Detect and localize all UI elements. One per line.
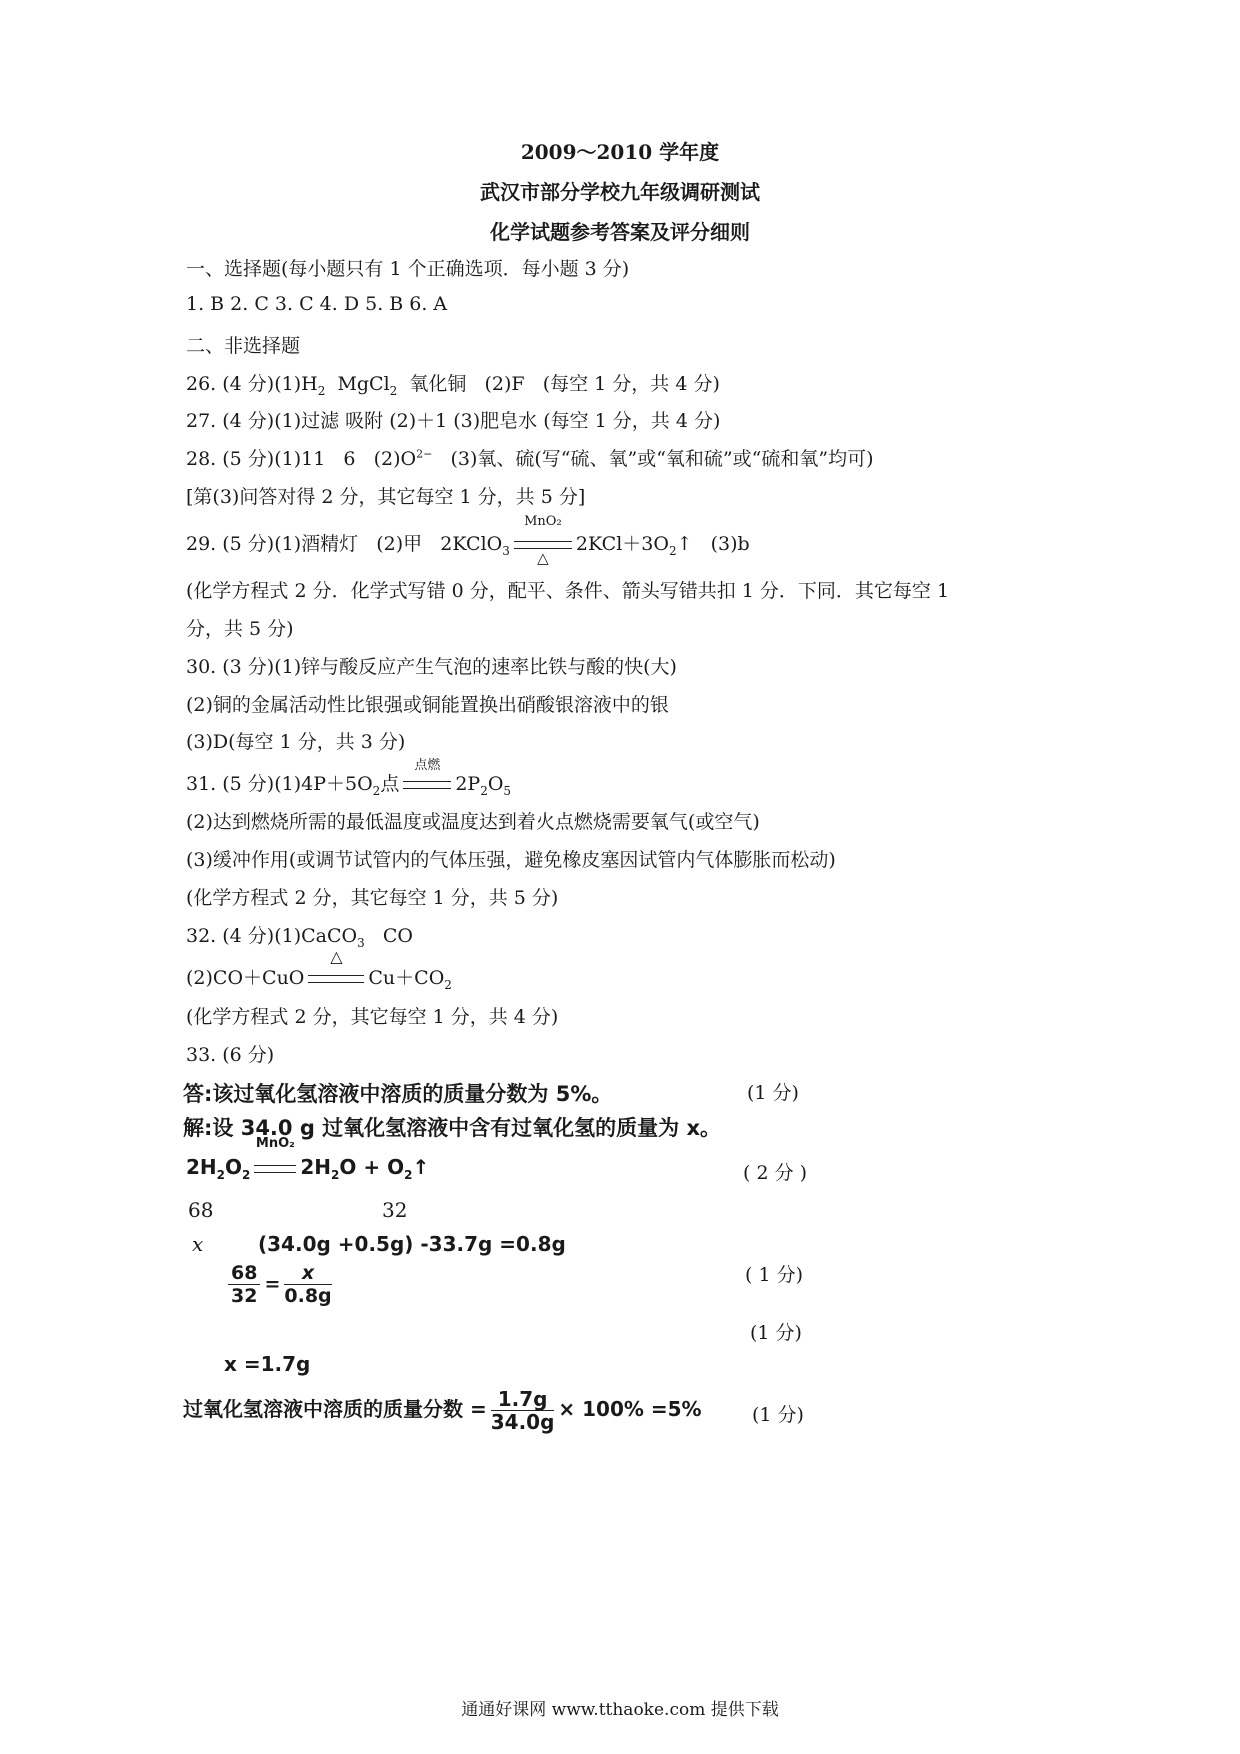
doc-title-subject: 化学试题参考答案及评分细则	[490, 220, 750, 244]
q29-note-line2: 分，共 5 分)	[186, 618, 294, 640]
reaction-arrow: △	[308, 967, 364, 989]
section1-answers: 1. B 2. C 3. C 4. D 5. B 6. A	[186, 293, 448, 315]
ratio-score: ( 1 分)	[745, 1264, 803, 1286]
q31-answer: 31. (5 分)$(1)4P+5O_2$点 点燃 $2P_2O_5$	[186, 758, 512, 798]
section2-heading: 二、非选择题	[186, 335, 301, 357]
q32-note: (化学方程式 2 分，其它每空 1 分，共 4 分)	[186, 1006, 559, 1028]
q28-note: [第(3)问答对得 2 分，其它每空 1 分，共 5 分]	[186, 486, 586, 508]
q26-answer: 26. (4 分)$(1)H_2$ MgCl$_2$ 氧化铜 (2)F (每空 1 分，共 4 分)	[186, 373, 720, 398]
q28-answer: 28. (5 分)(1)11 6 $(2)O^{2-}$ (3)氧、硫(写“硫、氧”或“氧和硫”或“硫和氧”均可)	[186, 447, 874, 470]
x-value: x =1.7g	[224, 1352, 311, 1376]
final-score: (1 分)	[752, 1404, 804, 1426]
reaction-arrow: MnO₂ △	[514, 533, 572, 555]
doc-title-test: 武汉市部分学校九年级调研测试	[480, 180, 760, 204]
footer-source: 通通好课网 www.tthaoke.com 提供下载	[461, 1700, 779, 1720]
q33-heading: 33. (6 分)	[186, 1044, 275, 1066]
q33-equation-score: ( 2 分 )	[743, 1162, 808, 1184]
q31-answer-3: (3)缓冲作用(或调节试管内的气体压强，避免橡皮塞因试管内气体膨胀而松动)	[186, 849, 836, 871]
oxygen-mass-calc: (34.0g +0.5g) -33.7g =0.8g	[258, 1232, 566, 1256]
q33-setup: 解:设 34.0 g 过氧化氢溶液中含有过氧化氢的质量为 x。	[183, 1116, 722, 1140]
q30-answer-1: 30. (3 分)(1)锌与酸反应产生气泡的速率比铁与酸的快(大)	[186, 656, 677, 678]
molar-mass-o2: 32	[382, 1198, 408, 1222]
q32-answer-2: (2)CO＋CuO △ $Cu+CO_2$	[186, 947, 452, 992]
q29-answer: 29. (5 分)(1)酒精灯 (2)甲 2KClO$_3$ MnO₂ △ $2KCl+3O_2↑$ (3)b	[186, 514, 750, 567]
q30-answer-2: (2)铜的金属活动性比银强或铜能置换出硝酸银溶液中的银	[186, 694, 669, 716]
reaction-arrow: 点燃	[403, 773, 451, 795]
q33-answer-statement: 答:该过氧化氢溶液中溶质的质量分数为 5%。	[183, 1082, 613, 1106]
x-score: (1 分)	[750, 1322, 802, 1344]
molar-mass-h2o2: 68	[188, 1198, 214, 1222]
q30-answer-3: (3)D(每空 1 分，共 3 分)	[186, 731, 406, 753]
q31-answer-2: (2)达到燃烧所需的最低温度或温度达到着火点燃烧需要氧气(或空气)	[186, 811, 760, 833]
doc-title-year: 2009～2010 学年度	[520, 140, 720, 164]
q29-note-line1: (化学方程式 2 分．化学式写错 0 分，配平、条件、箭头写错共扣 1 分．下同．其它每空 1	[186, 580, 950, 602]
q32-answer: 32. (4 分)(1)CaCO$_3$ CO	[186, 925, 413, 950]
q33-equation: $2H_2O_2$ MnO₂ $2H_2O$ + $O_2↑$	[186, 1136, 430, 1182]
q33-answer-score: (1 分)	[747, 1082, 799, 1104]
final-mass-fraction: 过氧化氢溶液中溶质的质量分数 = $\frac{1.7g}{34.0g}$ × 100% =5%	[183, 1387, 702, 1434]
section1-heading: 一、选择题(每小题只有 1 个正确选项．每小题 3 分)	[186, 258, 630, 280]
reaction-arrow: MnO₂	[254, 1155, 296, 1179]
ratio-equation: $\frac{68}{32}$ = $\frac{x}{0.8g}$	[224, 1262, 336, 1307]
q27-answer: 27. (4 分)(1)过滤 吸附 (2)＋1 (3)肥皂水 (每空 1 分，共 4 分)	[186, 410, 721, 432]
unknown-x: x	[192, 1232, 204, 1256]
q31-note: (化学方程式 2 分，其它每空 1 分，共 5 分)	[186, 887, 559, 909]
